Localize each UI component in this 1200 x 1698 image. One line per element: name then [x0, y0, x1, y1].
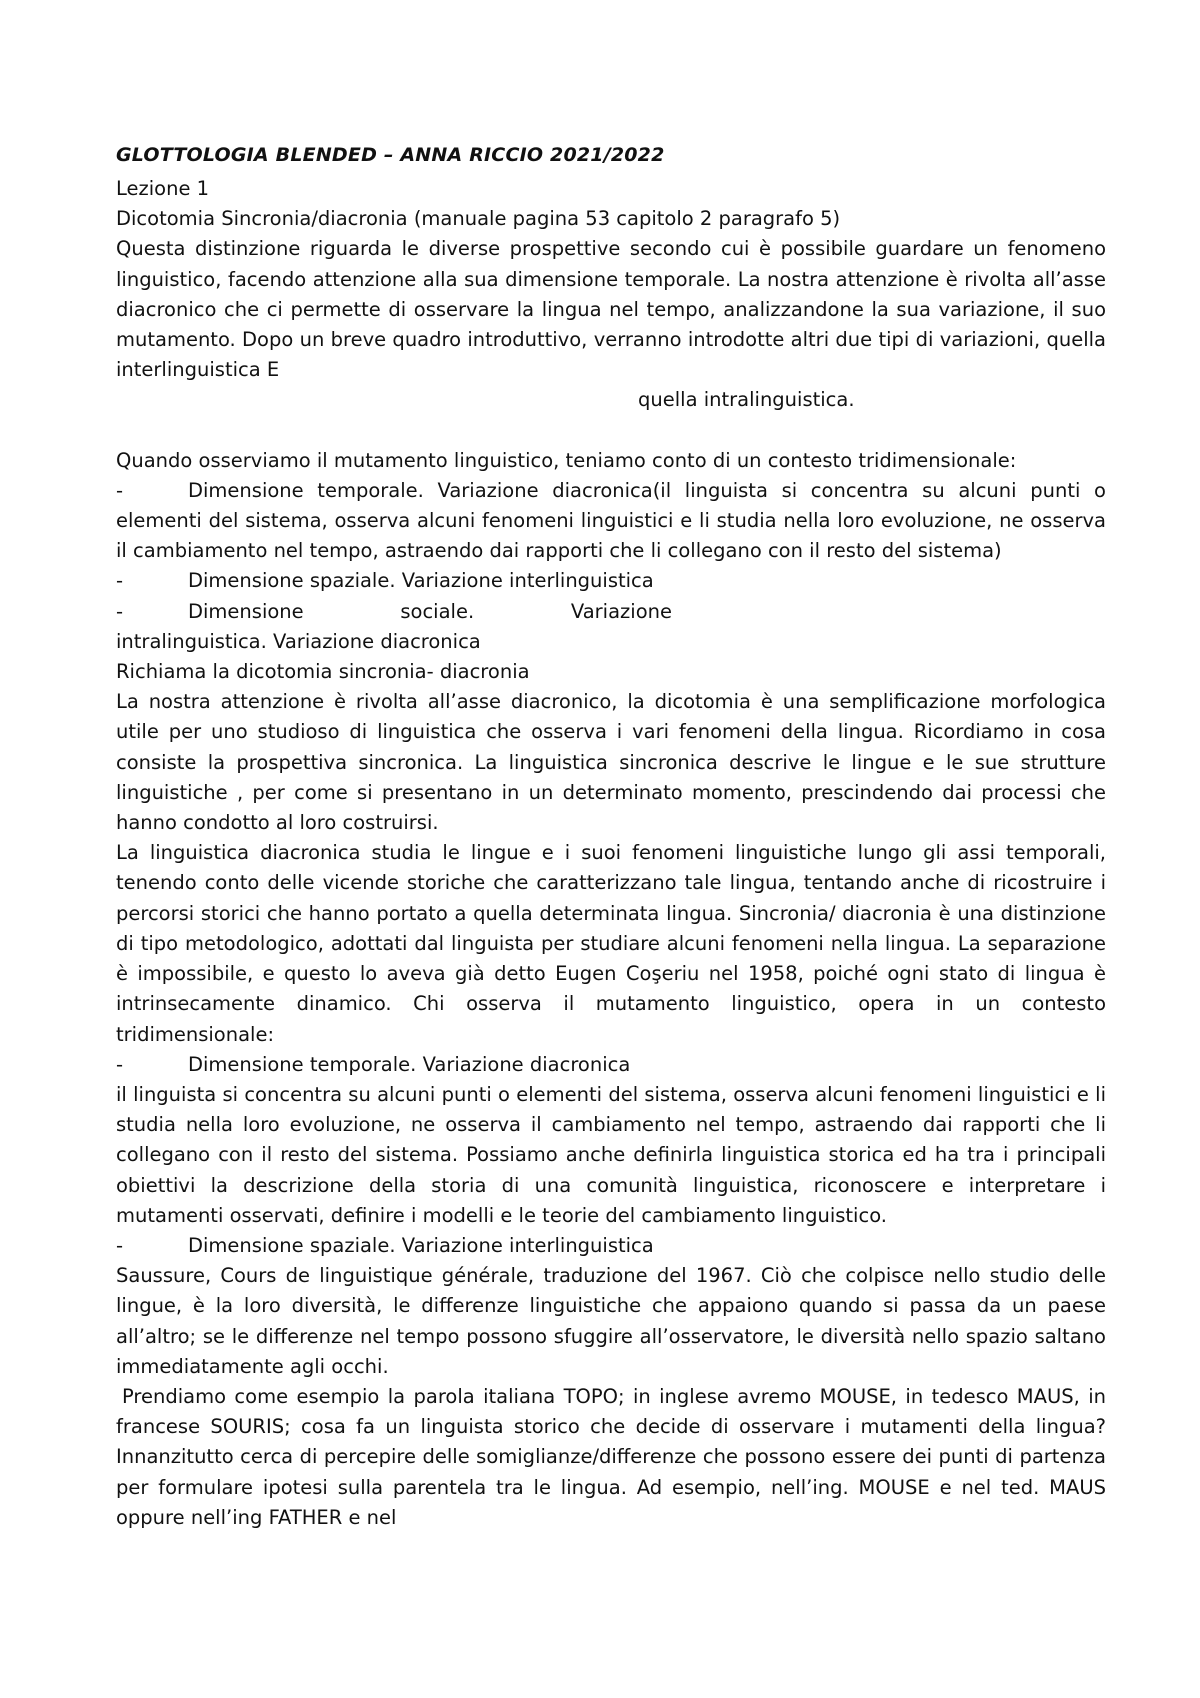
document-title: GLOTTOLOGIA BLENDED – ANNA RICCIO 2021/2022	[116, 144, 665, 166]
spacer	[116, 416, 1106, 446]
example-paragraph: Prendiamo come esempio la parola italiana TOPO; in inglese avremo MOUSE, in tedesco MAUS, in francese SOURIS; cosa fa un linguista storico che decide di osservare i mutamenti della lingua? Innanzitutto cerca di percepire delle somiglianze/differenze che possono essere dei punti di partenza per formulare ipotesi sulla parentela tra le lingua. Ad esempio, nell’ing. MOUSE e nel ted. MAUS oppure nell’ing FATHER e nel	[116, 1384, 1106, 1529]
bullet-dash: -	[116, 478, 124, 502]
context-paragraph: Quando osserviamo il mutamento linguistico, teniamo conto di un contesto tridimensionale:	[116, 448, 1017, 472]
saussure-paragraph: Saussure, Cours de linguistique générale, traduzione del 1967. Ciò che colpisce nello studio delle lingue, è la loro diversità, le differenze linguistiche che appaiono quando si passa da un paese all’altro; se le differenze nel tempo possono sfuggire all’osservatore, le diversità nello spazio saltano immediatamente agli occhi.	[116, 1264, 1106, 1378]
bullet-text: Dimensione spaziale. Variazione interlinguistica	[188, 569, 654, 593]
bullet-temporal-2	[116, 1050, 1106, 1080]
bullet-social-word: Variazione	[570, 599, 672, 623]
bullet-social-words	[188, 597, 672, 627]
bullet-social-continuation: intralinguistica. Variazione diacronica	[116, 629, 481, 653]
bullet-social-word: sociale.	[400, 599, 475, 623]
bullet-dash: -	[116, 569, 124, 593]
diachronic-paragraph: La linguistica diacronica studia le lingue e i suoi fenomeni linguistiche lungo gli assi temporali, tenendo conto delle vicende storiche che caratterizzano tale lingua, tentando anche di ricostruire i percorsi storici che hanno portato a quella determinata lingua. Sincronia/ diacronia è una distinzione di tipo metodologico, adottati dal linguista per studiare alcuni fenomeni nella lingua. La separazione è impossibile, e questo lo aveva già detto Eugen Coşeriu nel 1958, poiché ogni stato di lingua è intrinsecamente dinamico. Chi osserva il mutamento linguistico, opera in un contesto tridimensionale:	[116, 841, 1106, 1046]
bullet-dash: -	[116, 1052, 124, 1076]
intro-paragraph-tail: quella intralinguistica.	[638, 388, 855, 412]
bullet-spatial	[116, 566, 1106, 596]
bullet-temporal-text: Dimensione temporale. Variazione diacronica(il linguista si concentra su alcuni punti o elementi del sistema, osserva alcuni fenomeni linguistici e li studia nella loro evoluzione, ne osserva il cambiamento nel tempo, astraendo dai rapporti che li collegano con il resto del sistema)	[116, 478, 1106, 563]
bullet-text: Dimensione temporale. Variazione diacronica	[188, 1052, 631, 1076]
document-body	[116, 140, 1106, 1533]
bullet-dash: -	[116, 1233, 124, 1257]
bullet-social-word: Dimensione	[188, 599, 304, 623]
intro-paragraph: Questa distinzione riguarda le diverse prospettive secondo cui è possibile guardare un fenomeno linguistico, facendo attenzione alla sua dimensione temporale. La nostra attenzione è rivolta all’asse diacronico che ci permette di osservare la lingua nel tempo, analizzandone la sua variazione, il suo mutamento. Dopo un breve quadro introduttivo, verranno introdotte altri due tipi di variazioni, quella interlinguistica E	[116, 237, 1106, 382]
section-subtitle: Dicotomia Sincronia/diacronia (manuale pagina 53 capitolo 2 paragrafo 5)	[116, 207, 841, 231]
lesson-heading: Lezione 1	[116, 177, 210, 200]
bullet-dash: -	[116, 599, 124, 623]
historical-linguistics-paragraph: il linguista si concentra su alcuni punti o elementi del sistema, osserva alcuni fenomeni linguistici e li studia nella loro evoluzione, ne osserva il cambiamento nel tempo, astraendo dai rapporti che li collegano con il resto del sistema. Possiamo anche definirla linguistica storica ed ha tra i principali obiettivi la descrizione della storia di una comunità linguistica, riconoscere e interpretare i mutamenti osservati, definire i modelli e le teorie del cambiamento linguistico.	[116, 1082, 1106, 1227]
bullet-social	[116, 597, 1106, 627]
bullet-text: Dimensione spaziale. Variazione interlinguistica	[188, 1233, 654, 1257]
bullet-spatial-2	[116, 1231, 1106, 1261]
synchronic-paragraph: La nostra attenzione è rivolta all’asse diacronico, la dicotomia è una semplificazione morfologica utile per uno studioso di linguistica che osserva i vari fenomeni della lingua. Ricordiamo in cosa consiste la prospettiva sincronica. La linguistica sincronica descrive le lingue e le sue strutture linguistiche , per come si presentano in un determinato momento, prescindendo dai processi che hanno condotto al loro costruirsi.	[116, 690, 1106, 835]
recall-line: Richiama la dicotomia sincronia- diacronia	[116, 660, 530, 684]
